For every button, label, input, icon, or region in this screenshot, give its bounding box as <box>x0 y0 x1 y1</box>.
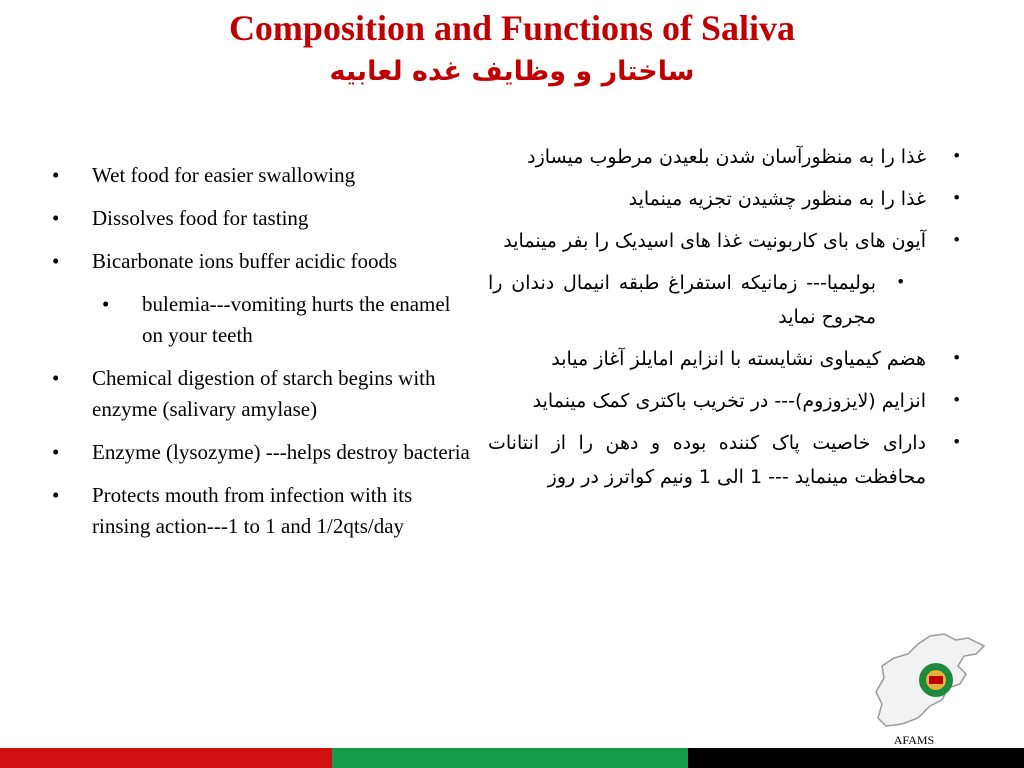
flag-stripe-green <box>332 748 688 768</box>
bullet-icon: • <box>897 272 904 293</box>
persian-bullet-item <box>488 182 966 216</box>
bullet-icon: • <box>102 292 110 316</box>
persian-bullet-item <box>488 342 966 376</box>
english-bullet-item <box>52 363 472 425</box>
english-item-text: Dissolves food for tasting <box>92 206 309 230</box>
persian-bullet-item <box>488 140 966 174</box>
afghanistan-map-logo <box>872 632 990 732</box>
english-item-text: Chemical digestion of starch begins with enzyme (salivary amylase) <box>92 366 436 421</box>
bullet-icon: • <box>953 146 960 167</box>
persian-item-text: آیون های بای کاربونیت غذا های اسیدیک را بفر مینماید <box>503 230 926 252</box>
english-item-text: Bicarbonate ions buffer acidic foods <box>92 249 398 273</box>
bullet-icon: • <box>52 483 60 507</box>
english-bullet-item <box>52 480 472 542</box>
persian-bullet-item <box>488 384 966 418</box>
persian-item-text: غذا را به منظور چشیدن تجزیه مینماید <box>628 188 926 210</box>
english-item-text: bulemia---vomiting hurts the enamel on your teeth <box>142 292 451 347</box>
persian-item-text: انزایم (لایزوزوم)--- در تخریب باکتری کمک مینماید <box>532 390 926 412</box>
bullet-icon: • <box>953 188 960 209</box>
bullet-icon: • <box>953 348 960 369</box>
bullet-icon: • <box>52 163 60 187</box>
bullet-icon: • <box>953 230 960 251</box>
persian-sub-bullet-item <box>488 266 966 334</box>
flag-stripe-red <box>0 748 332 768</box>
afams-label: AFAMS <box>893 733 935 747</box>
english-item-text: Protects mouth from infection with its rinsing action---1 to 1 and 1/2qts/day <box>92 483 413 538</box>
bullet-icon: • <box>953 432 960 453</box>
english-bullet-item <box>52 160 472 191</box>
english-bullet-item <box>52 437 472 468</box>
bullet-icon: • <box>52 249 60 273</box>
bullet-icon: • <box>52 206 60 230</box>
english-sub-bullet-item <box>52 289 472 351</box>
persian-bullet-item <box>488 426 966 494</box>
english-bullet-item <box>52 246 472 277</box>
page-title-persian: ساختار و وظایف غده لعابیه <box>329 56 695 87</box>
bullet-icon: • <box>52 366 60 390</box>
page-title: Composition and Functions of Saliva <box>228 8 796 48</box>
persian-item-text: هضم کیمیاوی نشایسته با انزایم امایلز آغاز میابد <box>551 348 926 370</box>
english-bullet-item <box>52 203 472 234</box>
emblem-book-icon <box>929 676 943 684</box>
english-item-text: Wet food for easier swallowing <box>92 163 356 187</box>
persian-item-text: بولیمیا--- زمانیکه استفراغ طبقه انیمال دندان را مجروح نماید <box>488 272 876 328</box>
persian-item-text: دارای خاصیت پاک کننده بوده و دهن را از انتانات محافظت مینماید --- 1 الی 1 ونیم کواترز در روز <box>488 432 926 488</box>
flag-stripe-black <box>688 748 1024 768</box>
english-item-text: Enzyme (lysozyme) ---helps destroy bacteria <box>92 440 470 464</box>
bullet-icon: • <box>52 440 60 464</box>
persian-bullet-list <box>488 140 966 502</box>
english-bullet-list <box>52 160 472 554</box>
persian-item-text: غذا را به منظورآسان شدن بلعیدن مرطوب میسازد <box>527 146 926 168</box>
persian-bullet-item <box>488 224 966 258</box>
bullet-icon: • <box>953 390 960 411</box>
